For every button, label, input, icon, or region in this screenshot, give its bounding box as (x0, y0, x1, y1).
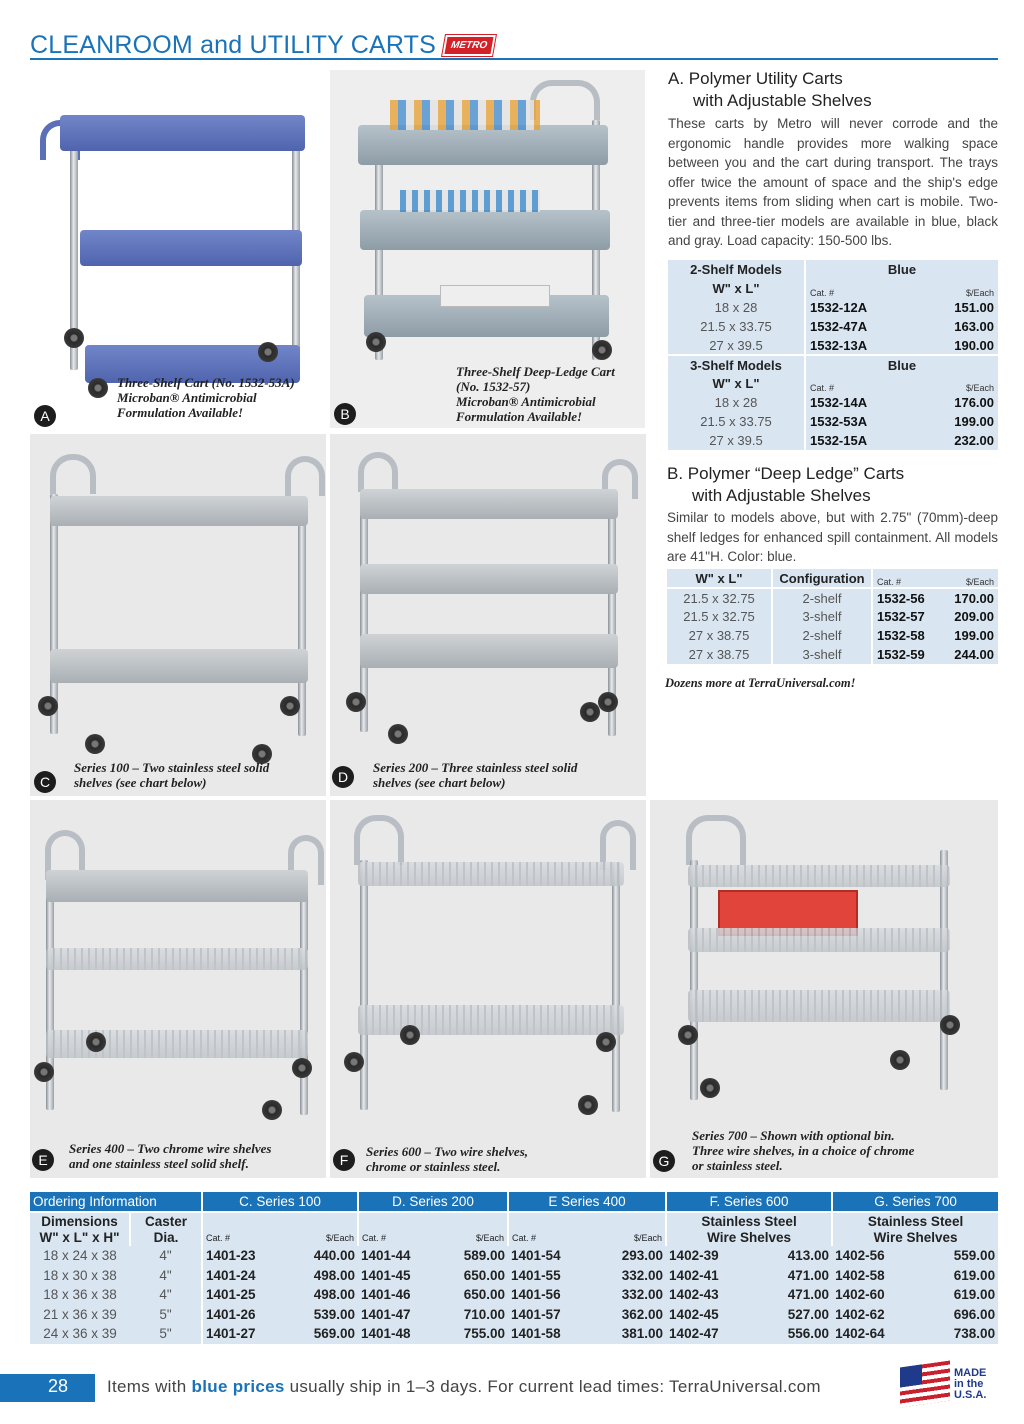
each-label: $/Each (965, 288, 994, 298)
us-flag-icon (900, 1360, 950, 1407)
dim-header: Dimensions W" x L" x H" (30, 1212, 130, 1246)
badge-b: B (334, 403, 356, 425)
table-row: 27 x 38.75 2-shelf 1532-58 199.00 (688, 628, 994, 643)
page-number: 28 (48, 1376, 69, 1396)
section-b-body: Similar to models above, but with 2.75" (70mm)-deep shelf ledges for enhanced spill containment. All models are 41"H. Color: blue. (667, 510, 998, 564)
badge-g: G (653, 1150, 675, 1172)
ordering-table: Ordering Information C. Series 100 D. Series 200 E Series 400 F. Series 600 G. Series 700 Dimensions W" x L" x H" Caster Dia. Cat. # $/Each Cat. # $/Each Cat. # $/Each Stainless Steel Wire Shelves Stainless Steel Wire Shelves 18 x 24 x 38 4" 1401-23 440.00 1401-44 589.00 1401-54 293.00 1402-39 413.00 1402-56 559.00 18 x 30 x 38 4" 1401-24 498.00 1401-45 650.00 1401-55 332.00 1402-41 471.00 1402-58 619.00 18 x 36 x 38 4" 1401-25 498.00 1401-46 650.00 1401-56 332.00 1402-43 471.00 1402-60 619.00 21 x 36 x 39 5" 1401-26 539.00 1401-47 710.00 1401-57 362.00 1402-45 527.00 1402-62 696.00 24 x 36 x 39 5" 1401-27 569.00 1401-48 755.00 1401-58 381.00 1402-47 556.00 1402-64 738.00 (30, 1192, 998, 1344)
table-row: 21.5 x 33.75 1532-53A 199.00 (700, 414, 994, 429)
ordering-title: Ordering Information (30, 1192, 202, 1212)
photo-cart-d (330, 434, 646, 796)
badge-c: C (34, 771, 56, 793)
table-row: 18 x 28 1532-14A 176.00 (714, 395, 994, 410)
badge-e: E (32, 1149, 54, 1171)
caption-f: Series 600 – Two wire shelves, chrome or stainless steel. (366, 1144, 529, 1174)
series-header: G. Series 700 (832, 1192, 998, 1212)
table-row: 21 x 36 x 39 5" 1401-26 539.00 1401-47 710.00 1401-57 362.00 1402-45 527.00 1402-62 696.00 (30, 1305, 998, 1325)
metro-logo: METRO (442, 35, 496, 56)
made-in-usa-logo: MADE in the U.S.A. (900, 1364, 986, 1404)
dim-label: W" x L" (712, 376, 760, 391)
color-label: Blue (805, 260, 998, 279)
photo-cart-c (30, 434, 326, 796)
cat-label: Cat. # (872, 569, 940, 588)
cat-label: Cat. # (805, 279, 917, 298)
table-row: 27 x 38.75 3-shelf 1532-59 244.00 (688, 647, 994, 662)
footer-text: Items with blue prices usually ship in 1–3 days. For current lead times: TerraUniversal.com (107, 1377, 821, 1396)
caption-b: Three-Shelf Deep-Ledge Cart (No. 1532-57) Microban® Antimicrobial Formulation Available! (456, 364, 615, 424)
each-label: $/Each (965, 383, 994, 393)
cat-label: Cat. # (805, 374, 917, 393)
photo-cart-f (330, 800, 646, 1178)
page-title: CLEANROOM and UTILITY CARTS (30, 30, 436, 59)
table-row: 18 x 28 1532-12A 151.00 (714, 300, 994, 315)
table-row: 21.5 x 33.75 1532-47A 163.00 (700, 319, 994, 334)
table-row: 27 x 39.5 1532-15A 232.00 (709, 433, 994, 448)
page-header (30, 30, 494, 60)
photo-cart-g (650, 800, 998, 1178)
table-row: 18 x 24 x 38 4" 1401-23 440.00 1401-44 589.00 1401-54 293.00 1402-39 413.00 1402-56 559.00 (30, 1246, 998, 1266)
color-label: Blue (805, 355, 998, 374)
section-b-title: B. Polymer “Deep Ledge” Carts with Adjustable Shelves (667, 464, 905, 505)
section-a-table (668, 260, 998, 450)
badge-f: F (333, 1149, 355, 1171)
series-header: D. Series 200 (358, 1192, 508, 1212)
dozens-more-note: Dozens more at TerraUniversal.com! (665, 676, 856, 690)
table-row: 18 x 30 x 38 4" 1401-24 498.00 1401-45 650.00 1401-55 332.00 1402-41 471.00 1402-58 619.00 (30, 1266, 998, 1286)
series-header: E Series 400 (508, 1192, 666, 1212)
table-row: 18 x 36 x 38 4" 1401-25 498.00 1401-46 650.00 1401-56 332.00 1402-43 471.00 1402-60 619.00 (30, 1285, 998, 1305)
f-subheader: Stainless Steel Wire Shelves (666, 1212, 832, 1246)
table-row: 21.5 x 32.75 2-shelf 1532-56 170.00 (667, 588, 998, 607)
caption-a: Three-Shelf Cart (No. 1532-53A) Microban® Antimicrobial Formulation Available! (117, 375, 295, 420)
caption-c: Series 100 – Two stainless steel solid shelves (see chart below) (74, 760, 270, 790)
badge-d: D (332, 766, 354, 788)
caption-d: Series 200 – Three stainless steel solid shelves (see chart below) (373, 760, 578, 790)
group-name: 3-Shelf Models (668, 355, 805, 374)
table-row: 27 x 39.5 1532-13A 190.00 (668, 336, 998, 355)
section-a-title: A. Polymer Utility Carts with Adjustable Shelves (668, 69, 872, 110)
badge-a: A (34, 405, 56, 427)
table-row: 21.5 x 32.75 3-shelf 1532-57 209.00 (683, 609, 994, 624)
table-row: 24 x 36 x 39 5" 1401-27 569.00 1401-48 755.00 1401-58 381.00 1402-47 556.00 1402-64 738.00 (30, 1324, 998, 1344)
photo-cart-e (30, 800, 326, 1178)
caster-header: Caster Dia. (130, 1212, 202, 1246)
group-name: 2-Shelf Models (690, 262, 782, 277)
series-header: C. Series 100 (202, 1192, 358, 1212)
section-b-table (667, 569, 998, 664)
header-rule (30, 58, 998, 60)
dim-label: W" x L" (695, 570, 743, 586)
section-a-body: These carts by Metro will never corrode and the ergonomic handle provides more walking space between you and the cart during transport. The trays offer twice the amount of space and the ship's edge prevents items from sliding when cart is mobile. Two-tier and three-tier models are available in blue, black and gray. Load capacity: 150-500 lbs. (668, 116, 998, 248)
caption-g: Series 700 – Shown with optional bin. Three wire shelves, in a choice of chrome or stainless steel. (692, 1128, 915, 1173)
dim-label: W" x L" (712, 281, 760, 296)
config-label: Configuration (772, 569, 872, 588)
caption-e: Series 400 – Two chrome wire shelves and one stainless steel solid shelf. (69, 1141, 272, 1171)
each-label: $/Each (965, 577, 994, 587)
series-header: F. Series 600 (666, 1192, 832, 1212)
g-subheader: Stainless Steel Wire Shelves (832, 1212, 998, 1246)
